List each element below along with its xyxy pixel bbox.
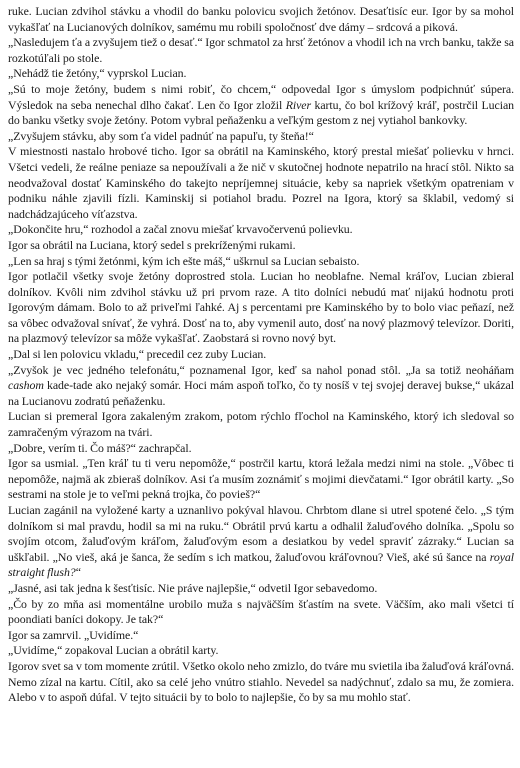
text-run: „Sú to moje žetóny, budem s nimi robiť, čo chcem,“ odpovedal Igor s úmyslom podpichnúť súpera. Výsledok na seba nenechal dlho čakať. Len čo Igor zložil (8, 81, 514, 112)
text-run: „Dobre, verím ti. Čo máš?“ zachrapčal. (8, 440, 192, 455)
text-run: Igorov svet sa v tom momente zrútil. Všetko okolo neho zmizlo, do tváre mu svietila iba žaluďová kráľovná. Nemo zízal na kartu. Cítil, ako sa celé jeho vnútro stiahlo. Nevedel sa nadýchnuť, zdalo sa mu, že zomiera. Alebo v to aspoň dúfal. V tejto situácii by to bolo to najlepšie, čo by sa mu mohlo stať. (8, 658, 514, 705)
text-run: „Nasledujem ťa a zvyšujem tiež o desať.“ Igor schmatol za hrsť žetónov a vhodil ich na vrch banku, takže sa rozkotúľali po stole. (8, 35, 514, 65)
text-run: “ (75, 565, 81, 580)
paragraph (8, 363, 514, 410)
text-run: „Zvyšujem stávku, aby som ťa videl padnúť na papuľu, ty šteňa!“ (8, 128, 314, 143)
paragraph (8, 597, 514, 628)
paragraph (8, 628, 514, 644)
italic-text: River (285, 97, 312, 112)
paragraph (8, 35, 514, 66)
text-run: „Jasné, asi tak jedna k šesťtisíc. Nie práve najlepšie,“ odvetil Igor sebavedomo. (8, 580, 378, 595)
text-run: Lucian si premeral Igora zakaleným zrakom, potom rýchlo fľochol na Kaminského, ktorý ich sledoval so zamračeným výrazom na tvári. (8, 409, 514, 440)
paragraph (8, 144, 514, 222)
paragraph (8, 238, 514, 254)
italic-text: cashom (8, 378, 44, 393)
text-run: ruke. Lucian zdvihol stávku a vhodil do banku polovicu svojich žetónov. Desaťtisíc eur. Igor by sa mohol vykašľať na Lucianových dolníkov, samému mu robili spoločnosť dve dámy – srdcová a piková. (8, 4, 514, 34)
paragraph (8, 4, 514, 35)
text-run: Igor sa usmial. „Ten kráľ tu ti veru nepomôže,“ postrčil kartu, ktorá ležala medzi nimi na stole. „Vôbec ti nepomôže, najmä ak zbieraš dolníkov. Asi ťa musím zoznámiť s mojimi dievčatami.“ Igor obrátil karty. „So sestrami na stole je to veľmi pekná trojka, čo povieš?“ (8, 456, 514, 502)
paragraph (8, 254, 514, 270)
paragraph (8, 269, 514, 347)
paragraph (8, 82, 514, 129)
paragraph (8, 222, 514, 238)
text-run: kade-tade ako nejaký somár. Hoci mám aspoň toľko, čo ty nosíš v tej svojej deravej bukse,“ ukázal na Lucianovu zodratú peňaženku. (8, 378, 514, 408)
paragraph (8, 409, 514, 440)
text-run: „Dokončite hru,“ rozhodol a začal znovu miešať krvavočervenú polievku. (8, 222, 353, 237)
paragraph (8, 347, 514, 363)
paragraph (8, 503, 514, 581)
text-run: V miestnosti nastalo hrobové ticho. Igor sa obrátil na Kaminského, ktorý prestal miešať polievku v hrnci. Všetci vedeli, že reálne peniaze sa nepoužívali a že nič v skutočnej hodnote nepatrilo na hrací stôl. Nikto sa neodvažoval dostať Kaminského do takejto nepríjemnej situácie, keby sa napriek všetkým opatreniam v podniku náhle zjavili fízli. Kaminskij si potiahol bradu. Pozrel na Igora, ktorý sa šklabil, vedomý si nadchádzajúceho víťazstva. (8, 144, 514, 221)
document-page (8, 4, 514, 706)
text-run: „Čo by zo mňa asi momentálne urobilo muža s najväčším šťastím na svete. Väčším, ako mali všetci tí poondiati baníci dokopy. Je tak?“ (8, 596, 514, 627)
text-run: „Len sa hraj s tými žetónmi, kým ich ešte máš,“ uškrnul sa Lucian sebaisto. (8, 253, 360, 268)
paragraph (8, 66, 514, 82)
text-run: „Uvidíme,“ zopakoval Lucian a obrátil karty. (8, 643, 219, 658)
text-run: „Dal si len polovicu vkladu,“ precedil cez zuby Lucian. (8, 347, 267, 362)
paragraph (8, 456, 514, 503)
text-run: „Zvyšok je vec jedného telefonátu,“ poznamenal Igor, keď sa nahol ponad stôl. „Ja sa totiž neoháňam (8, 362, 514, 377)
paragraph (8, 581, 514, 597)
paragraph (8, 129, 514, 145)
text-run: „Nehádž tie žetóny,“ vyprskol Lucian. (8, 66, 187, 81)
paragraph (8, 643, 514, 659)
paragraph (8, 441, 514, 457)
text-run: kartu, čo bol krížový kráľ, postrčil Lucian do banku všetky svoje žetóny. Potom vybral peňaženku a veľkým gestom z nej vytiahol bankovky. (8, 97, 514, 128)
text-run: Igor sa obrátil na Luciana, ktorý sedel s prekríženými rukami. (8, 237, 296, 252)
text-run: Lucian zagánil na vyložené karty a uznanlivo pokýval hlavou. Chrbtom dlane si utrel spotené čelo. „S tým dolníkom si mal pravdu, hodil sa mi na ruku.“ Obrátil prvú kartu a odhalil žaluďového dolníka. „Spolu so svojím otcom, žaluďovým kráľom, žaluďovým esom a desiatkou by vedel spraviť zázraky.“ Lucian sa uškľabil. „No vieš, aká je šanca, že sedím s ich matkou, žaluďovou kráľovnou? Vieš, aké sú šance na (8, 503, 514, 564)
paragraph (8, 659, 514, 706)
text-run: Igor sa zamrvil. „Uvidíme.“ (8, 627, 139, 642)
text-run: Igor potlačil všetky svoje žetóny doprostred stola. Lucian ho neoblafne. Nemal kráľov, Lucian zbieral dolníkov. Kvôli nim zdvihol stávku už pri prvom raze. A tito dolníci nebudú mať nijakú hodnotu proti Igorovým dámam. Bolo to až priveľmi ľahké. Aj s percentami pre Kaminského by to bolo viac peňazí, než sa vôbec odvažoval snívať, že vyhrá. Dosť na to, aby vymenil auto, dosť na nový plazmový televízor. Doriti, na plazmový televízor sa môže vykašľať. Zaobstará si rovno nový byt. (8, 269, 514, 346)
italic-text: royal straight flush? (8, 549, 514, 580)
